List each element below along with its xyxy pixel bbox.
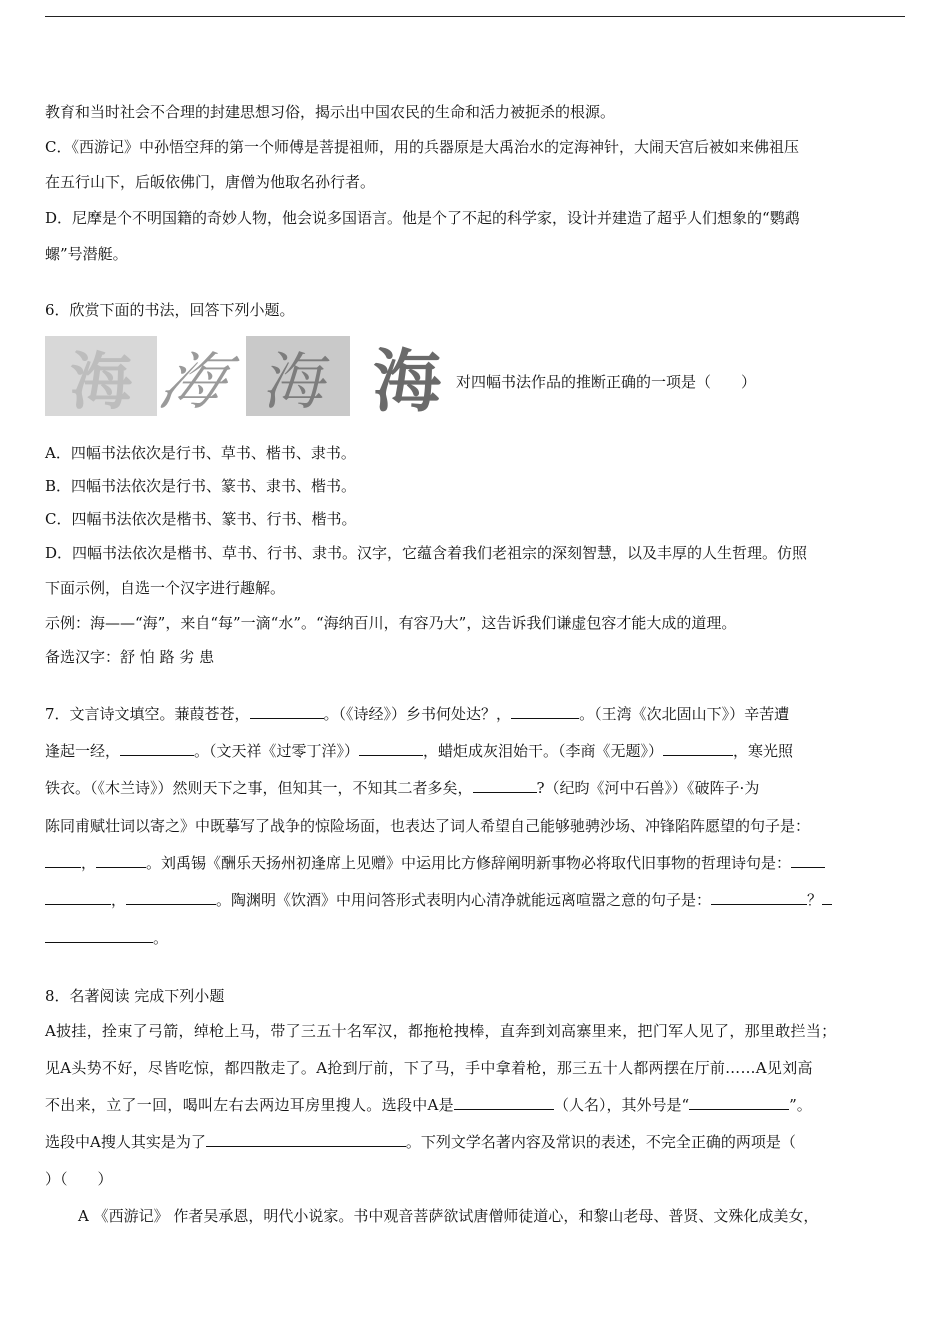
question-7-line: [45, 778, 759, 798]
text: ？: [807, 891, 823, 909]
blank: [120, 741, 194, 756]
question-8-line: [45, 1132, 796, 1152]
option-a: A 《西游记》 作者吴承恩，明代小说家。书中观音菩萨欲试唐僧师徒道心，和黎山老母、普贤、文殊化成美女，: [78, 1207, 819, 1225]
text: 。刘禹锡《酬乐天扬州初逢席上见赠》中运用比方修辞阐明新事物必将取代旧事物的哲理诗句是：: [146, 854, 792, 872]
text: ，: [81, 854, 97, 872]
text: 。（《诗经》）乡书何处达？，: [323, 705, 512, 723]
blank: [473, 778, 537, 793]
text-line: 下面示例，自选一个汉字进行趣解。: [45, 579, 286, 597]
candidate-characters: 备选汉字：舒 怕 路 劣 患: [45, 648, 215, 666]
blank: [822, 890, 832, 905]
text: 。下列文学名著内容及常识的表述，不完全正确的两项是（: [405, 1133, 796, 1151]
blank: [791, 853, 825, 868]
calligraphy-glyph: 海: [69, 344, 132, 418]
question-8-title: 8．名著阅读 完成下列小题: [45, 987, 225, 1005]
option-b: B．四幅书法依次是行书、篆书、隶书、楷书。: [45, 477, 357, 495]
option-c: C．《西游记》中孙悟空拜的第一个师傅是菩提祖师，用的兵器原是大禹治水的定海神针，大闹天宫后被如来佛祖压: [45, 138, 799, 156]
blank: [511, 704, 579, 719]
excerpt-line: A披挂，拴束了弓箭，绰枪上马，带了三五十名军汉，都拖枪拽棒，直奔到刘高寨里来，把门军人见了，那里敢拦当；: [45, 1022, 837, 1040]
blank: [45, 890, 111, 905]
example-line: 示例：海——“海”，来自“每”一滴“水”。“海纳百川，有容乃大”，这告诉我们谦虚包容才能大成的道理。: [45, 614, 737, 632]
text: 逢起一经，: [45, 742, 121, 760]
text: 7．文言诗文填空。蒹葭苍苍，: [45, 705, 250, 723]
option-a: A．四幅书法依次是行书、草书、楷书、隶书。: [45, 444, 356, 462]
blank: [359, 741, 423, 756]
blank: [126, 890, 216, 905]
answer-brackets: ）（ ）: [45, 1170, 113, 1188]
blank: [96, 853, 146, 868]
blank: [711, 890, 807, 905]
text: ，寒光照: [733, 742, 794, 760]
text: ，: [111, 891, 127, 909]
excerpt-line: 见A头势不好，尽皆吃惊，都四散走了。A抢到厅前，下了马，手中拿着枪，那三五十人都两摆在厅前……A见刘高: [45, 1059, 813, 1077]
text-line: 在五行山下，后皈依佛门，唐僧为他取名孙行者。: [45, 173, 376, 191]
text: ?（纪昀《河中石兽》）《破阵子·为: [536, 779, 760, 797]
text: 。（文天祥《过零丁洋》）: [194, 742, 360, 760]
calligraphy-glyph: 海: [259, 344, 335, 418]
text: 铁衣。（《木兰诗》）然则天下之事，但知其一，不知其二者多矣，: [45, 779, 473, 797]
calligraphy-glyph: 海: [372, 341, 441, 422]
text: ”。: [789, 1096, 812, 1114]
question-7-line: [45, 741, 793, 761]
text: 。（王湾《次北固山下》）辛苦遭: [579, 705, 790, 723]
text-line: 螺”号潜艇。: [45, 245, 128, 263]
blank: [663, 741, 733, 756]
question-6-title: 6．欣赏下面的书法，回答下列小题。: [45, 301, 295, 319]
question-8-line: [45, 1095, 812, 1115]
blank: [45, 853, 81, 868]
text: 选段中A搜人其实是为了: [45, 1133, 206, 1151]
blank: [250, 704, 324, 719]
question-7-line: [45, 853, 825, 873]
text: （人名），其外号是“: [553, 1096, 690, 1114]
blank: [45, 928, 153, 943]
calligraphy-panel-3: [246, 336, 350, 416]
blank: [689, 1095, 789, 1110]
question-7-line: [45, 704, 789, 724]
option-d: D．四幅书法依次是楷书、草书、行书、隶书。汉字，它蕴含着我们老祖宗的深刻智慧，以及丰厚的人生哲理。仿照: [45, 544, 808, 562]
question-6-prompt: 对四幅书法作品的推断正确的一项是（ ）: [456, 373, 757, 391]
blank: [454, 1095, 554, 1110]
header-rule: [45, 16, 905, 17]
calligraphy-glyph: 海: [150, 344, 237, 418]
text-line: 教育和当时社会不合理的封建思想习俗，揭示出中国农民的生命和活力被扼杀的根源。: [45, 103, 616, 121]
text: 。: [153, 929, 169, 947]
question-7-line: 陈同甫赋壮词以寄之》中既摹写了战争的惊险场面，也表达了词人希望自己能够驰骋沙场、冲锋陷阵愿望的句子是：: [45, 817, 811, 835]
text: 不出来，立了一回，喝叫左右去两边耳房里搜人。选段中A是: [45, 1096, 454, 1114]
question-7-line: [45, 890, 832, 910]
option-d: D．尼摩是个不明国籍的奇妙人物，他会说多国语言。他是个了不起的科学家，设计并建造了超乎人们想象的“鹦鹉: [45, 209, 800, 227]
calligraphy-panel-1: [45, 336, 157, 416]
blank: [206, 1132, 406, 1147]
option-c: C．四幅书法依次是楷书、篆书、行书、楷书。: [45, 510, 357, 528]
text: ，蜡炬成灰泪始干。（李商《无题》）: [423, 742, 664, 760]
calligraphy-panel-4: [362, 336, 452, 422]
calligraphy-panel-2: [150, 336, 240, 416]
text: 。陶渊明《饮酒》中用问答形式表明内心清净就能远离喧嚣之意的句子是：: [216, 891, 712, 909]
question-7-line: [45, 928, 168, 948]
